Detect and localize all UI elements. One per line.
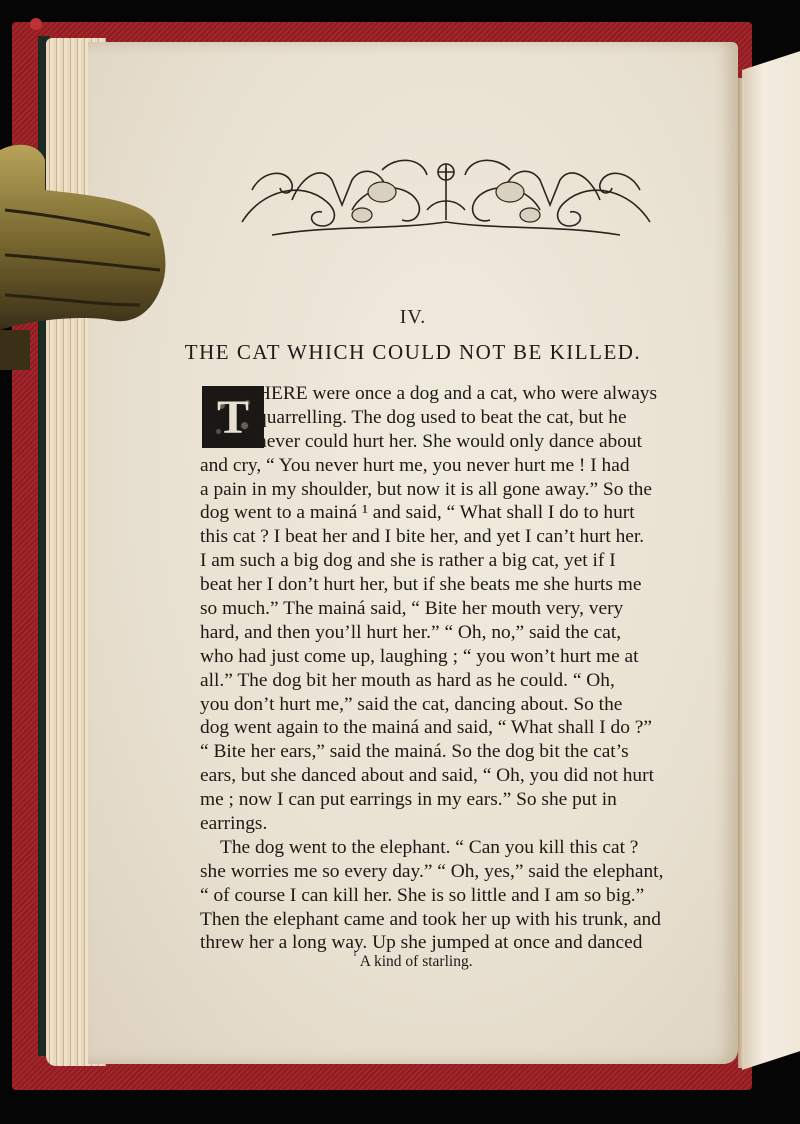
text-line: this cat ? I beat her and I bite her, and yet I can’t hurt her. [200, 526, 645, 548]
page-gutter [738, 78, 744, 1068]
text-line: never could hurt her. She would only dance about [257, 430, 643, 452]
text-line: who had just come up, laughing ; “ you won’t hurt me at [200, 645, 639, 667]
text-line: HERE were once a dog and a cat, who were always [257, 383, 658, 404]
footnote [88, 950, 738, 971]
text-line: “ of course I can kill her. She is so little and I am so big.” [200, 884, 645, 906]
text-line: she worries me so every day.” “ Oh, yes,” said the elephant, [200, 860, 664, 882]
text-line: quarrelling. The dog used to beat the cat, but he [257, 406, 627, 428]
footnote-marker: ¹ [353, 950, 357, 962]
text-line: Then the elephant came and took her up with his trunk, and [200, 908, 661, 930]
text-line: I am such a big dog and she is rather a big cat, yet if I [200, 550, 616, 572]
bookmark-tassel [30, 18, 42, 30]
floral-ornament-icon [232, 150, 660, 240]
text-line: The dog went to the elephant. “ Can you kill this cat ? [220, 836, 639, 858]
text-line: ears, but she danced about and said, “ Oh, you did not hurt [200, 765, 654, 787]
text-line: dog went again to the mainá and said, “ What shall I do ?” [200, 717, 652, 739]
text-line: beat her I don’t hurt her, but if she beats me she hurts me [200, 574, 642, 596]
text-line: a pain in my shoulder, but now it is all gone away.” So the [200, 478, 652, 500]
text-line: hard, and then you’ll hurt her.” “ Oh, no,” said the cat, [200, 621, 622, 643]
text-line: threw her a long way. Up she jumped at once and danced [200, 932, 643, 954]
drop-cap-letter: T [216, 391, 249, 444]
text-line: all.” The dog bit her mouth as hard as he could. “ Oh, [200, 669, 615, 691]
text-line: earrings. [200, 813, 268, 835]
text-line: dog went to a mainá ¹ and said, “ What shall I do to hurt [200, 502, 635, 524]
text-line: “ Bite her ears,” said the mainá. So the dog bit the cat’s [200, 741, 629, 763]
text-line: so much.” The mainá said, “ Bite her mouth very, very [200, 598, 624, 620]
brass-book-weight [0, 140, 180, 370]
chapter-number: IV. [399, 306, 427, 328]
right-page [742, 47, 800, 1070]
text-line: me ; now I can put earrings in my ears.” So she put in [200, 789, 617, 811]
story-body [200, 382, 692, 955]
chapter-title: THE CAT WHICH COULD NOT BE KILLED. [184, 340, 642, 364]
footnote-text: A kind of starling. [359, 953, 473, 970]
text-line: and cry, “ You never hurt me, you never hurt me ! I had [200, 454, 630, 476]
text-line: you don’t hurt me,” said the cat, dancing about. So the [200, 693, 623, 715]
